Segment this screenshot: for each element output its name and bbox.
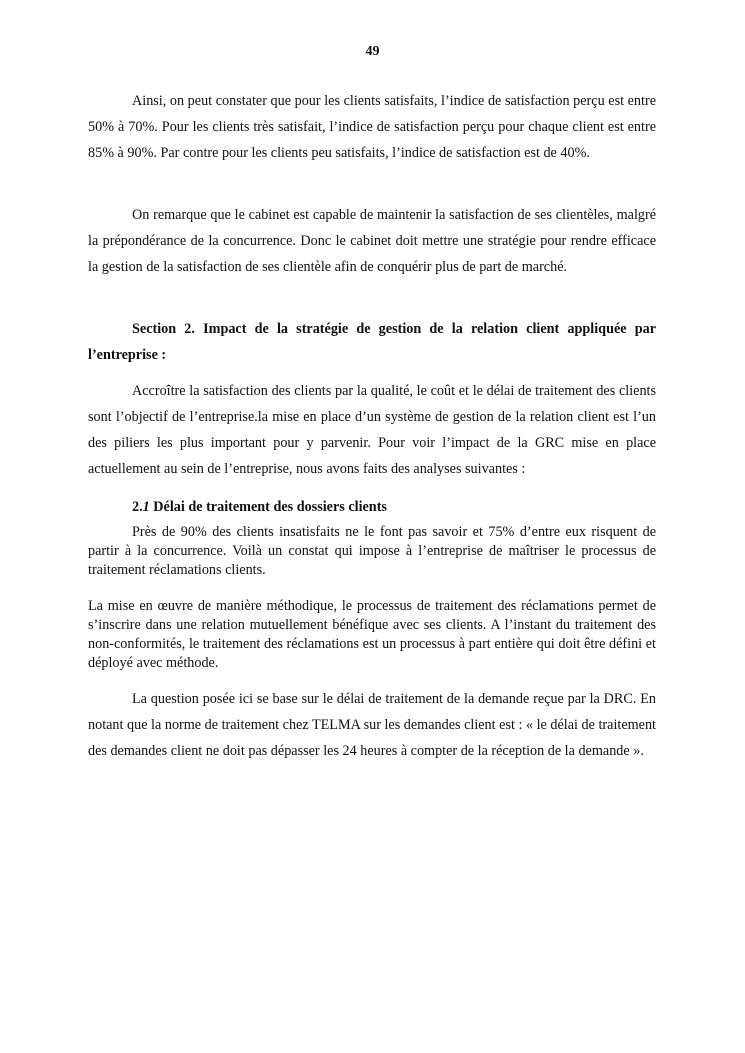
paragraph-text: La question posée ici se base sur le délai de traitement de la demande reçue par la DRC. En notant que la norme de traitement chez TELMA sur les demandes client est : « le délai de traitement des demandes client ne doit pas dépasser les 24 heures à compter de la réception de la demande ». [88, 691, 656, 759]
paragraph-text: La mise en œuvre de manière méthodique, le processus de traitement des réclamations permet de s’inscrire dans une relation mutuellement bénéfique avec ses clients. A l’instant du traitement des non-conformités, le traitement des réclamations est un processus à part entière qui doit être défini et déployé avec méthode. [88, 598, 656, 671]
paragraph-text: Près de 90% des clients insatisfaits ne le font pas savoir et 75% d’entre eux risquent de partir à la concurrence. Voilà un constat qui impose à l’entreprise de maîtriser le processus de traitement réclamations clients. [88, 524, 656, 578]
subsection-number-prefix: 2. [132, 499, 143, 515]
subsection-number-suffix: 1 [142, 499, 150, 515]
paragraph-grc-objective [88, 378, 656, 482]
page-number: 49 [365, 44, 380, 59]
paragraph-dissatisfied-clients [88, 523, 656, 580]
paragraph-satisfaction-index [88, 88, 656, 166]
section-heading [88, 316, 656, 368]
subsection-heading [88, 498, 656, 517]
paragraph-claims-process [88, 597, 656, 673]
paragraph-cabinet-strategy [88, 202, 656, 280]
paragraph-text: Accroître la satisfaction des clients par la qualité, le coût et le délai de traitement des clients sont l’objectif de l’entreprise.la mise en place d’un système de gestion de la relation client est l’un des piliers les plus important pour y parvenir. Pour voir l’impact de la GRC mise en place actuellement au sein de l’entreprise, nous avons faits des analyses suivantes : [88, 383, 656, 477]
paragraph-text: Ainsi, on peut constater que pour les clients satisfaits, l’indice de satisfaction perçu est entre 50% à 70%. Pour les clients très satisfait, l’indice de satisfaction perçu pour chaque client est entre 85% à 90%. Par contre pour les clients peu satisfaits, l’indice de satisfaction est de 40%. [88, 93, 656, 161]
subsection-title: Délai de traitement des dossiers clients [149, 499, 387, 515]
section-heading-text: Section 2. Impact de la stratégie de gestion de la relation client appliquée par l’entreprise : [88, 321, 656, 363]
paragraph-processing-norm [88, 686, 656, 764]
paragraph-text: On remarque que le cabinet est capable de maintenir la satisfaction de ses clientèles, malgré la prépondérance de la concurrence. Donc le cabinet doit mettre une stratégie pour rendre efficace la gestion de la satisfaction de ses clientèle afin de conquérir plus de part de marché. [88, 207, 656, 275]
subsection-heading-text [88, 498, 656, 517]
